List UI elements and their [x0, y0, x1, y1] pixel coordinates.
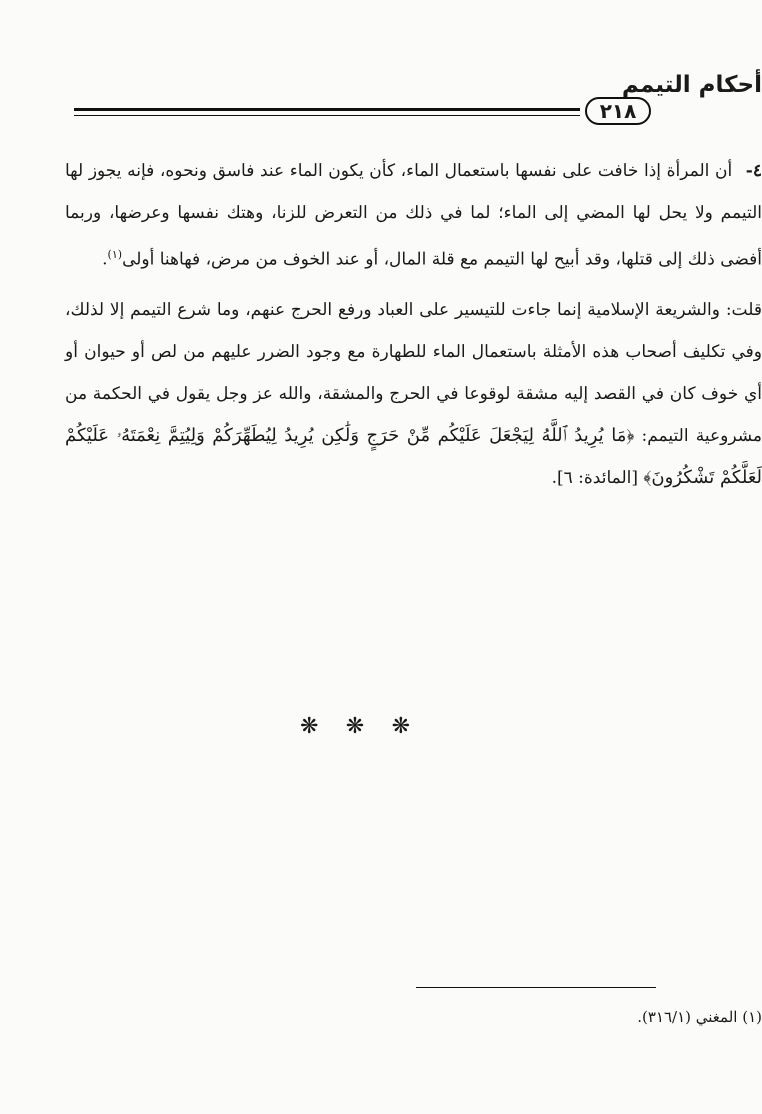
paragraph-2	[65, 289, 762, 499]
header-rule-thick	[74, 108, 580, 111]
body-text	[65, 150, 762, 499]
paragraph-1-end: .	[102, 249, 108, 270]
footnote-text: المغني (٣١٦/١).	[637, 1008, 738, 1026]
asterism-icon: ❋	[300, 714, 319, 739]
quran-reference: [المائدة: ٦].	[551, 467, 638, 488]
footnote-number: (١)	[742, 1008, 762, 1026]
footnote-ref: (١)	[107, 248, 123, 261]
running-title: أحكام التيمم	[621, 72, 762, 98]
page-number: ٢١٨	[585, 97, 651, 125]
paragraph-1	[65, 150, 762, 281]
item-number: ٤-	[745, 161, 762, 181]
header-rule-thin	[74, 115, 580, 116]
paragraph-2-text: قلت: والشريعة الإسلامية إنما جاءت للتيسير على العباد ورفع الحرج عنهم، وما شرع التيمم إلا لذلك، وفي تكليف أصحاب هذه الأمثلة باستعمال الماء للطهارة مع وجود الضرر عليهم من لص أو حيوان أو أي خوف كان في القصد إليه مشقة لوقوعا في الحرج والمشقة، والله عز وجل يقول في الحكمة من مشروعية التيمم:	[65, 299, 762, 446]
asterism-icon: ❋	[345, 714, 365, 739]
footnote-rule	[416, 987, 656, 988]
quran-verse: ﴿مَا يُرِيدُ ٱللَّهُ لِيَجْعَلَ عَلَيْكُم مِّنْ حَرَجٍ وَلَٰكِن يُرِيدُ لِيُطَهِّرَكُمْ وَلِيُتِمَّ نِعْمَتَهُۥ عَلَيْكُمْ لَعَلَّكُمْ تَشْكُرُونَ﴾	[65, 424, 762, 488]
footnote	[48, 1008, 762, 1026]
asterism-icon: ❋	[391, 714, 410, 739]
paragraph-1-text: أن المرأة إذا خافت على نفسها باستعمال الماء، كأن يكون الماء عند فاسق ونحوه، فإنه يجوز لها التيمم ولا يحل لها المضي إلى الماء؛ لما في ذلك من التعرض للزنا، وهتك نفسها وعرضها، وربما أفضى ذلك إلى قتلها، وقد أبيح لها التيمم مع قلة المال، أو عند الخوف من مرض، فهاهنا أولى	[65, 161, 762, 270]
section-separator	[300, 714, 410, 739]
